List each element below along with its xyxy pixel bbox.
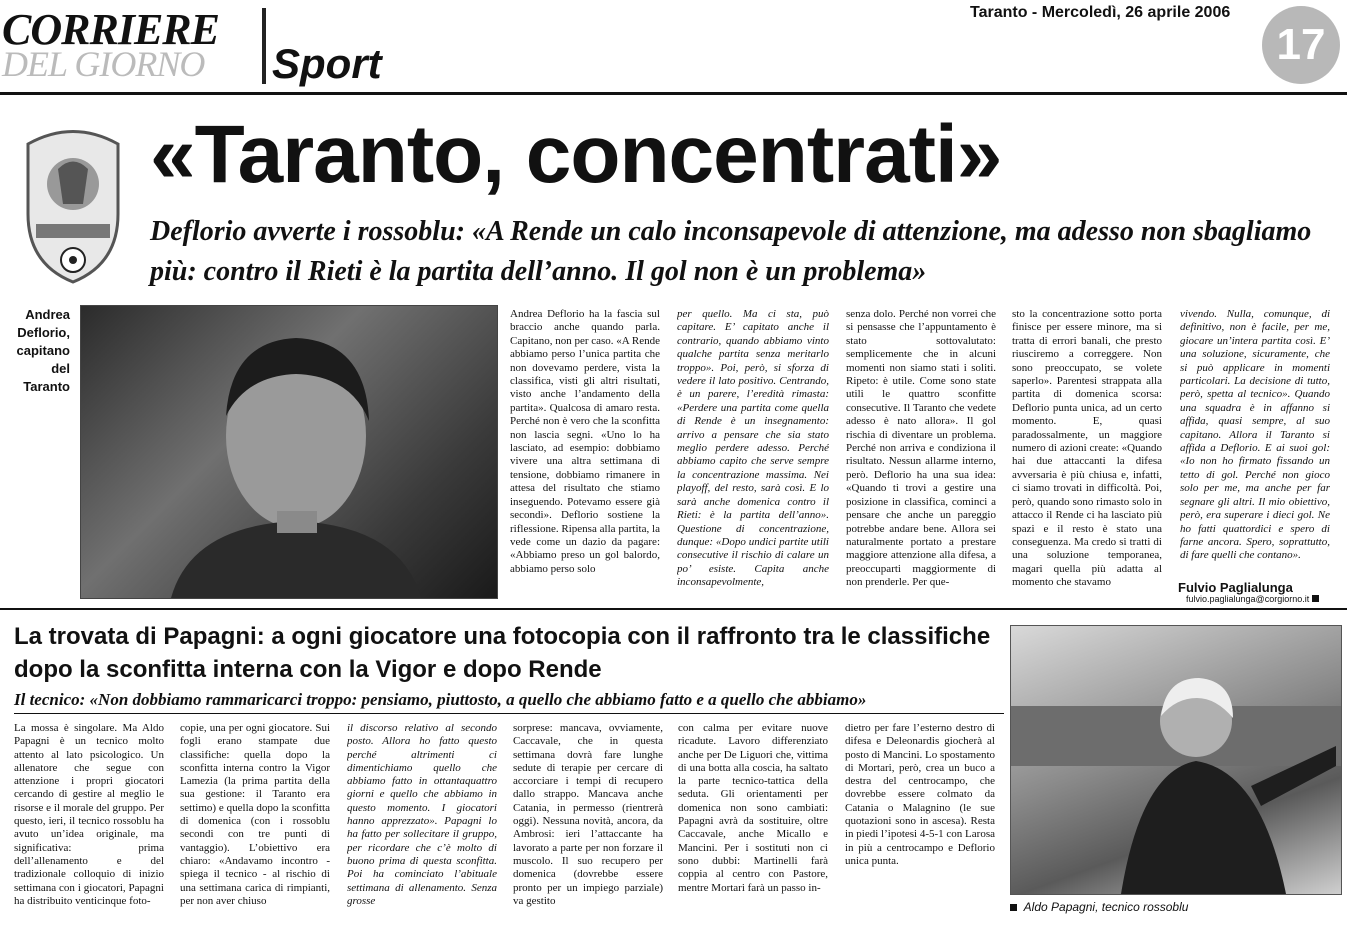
team-logo: [18, 124, 128, 284]
article2-column-1: La mossa è singolare. Ma Aldo Papagni è un tecnico molto attento al lato psicologico. Un allenatore che segue con attenzione i propri giocatori cercando di gestire al meglio le risorse e il morale del gruppo. Per questo, ieri, il tecnico rossoblu ha avuto un’idea originale, ma significativa: prima dell’allenamento e del tradizionale colloquio di inizio settimana con i giocatori, Papagni ha distribuito venticinque foto-: [14, 722, 164, 907]
masthead-divider: [262, 8, 266, 84]
masthead-title: CORRIERE: [2, 5, 219, 54]
article-column-3: senza dolo. Perché non vorrei che si pensasse che l’appuntamento è stato sottovalutato: semplicemente che in alcuni momenti non siamo stati i soliti. Ripeto: è utile. Come sono state utili le quattro sconfitte consecutive. Il Taranto che vedete adesso è nato allora». Il gol rischia di diventare un problema. Perché non arriva e condiziona il risultato. Nessun allarme interno, però. Deflorio ha una sua idea: «Quando ti trovi a gestire una posizione in classifica, cominci a pensare che anche un pareggio potrebbe andare bene. Allora sei naturalmente portato a prestare maggiore attenzione alla difesa, a preoccuparti maggiormente di non prenderle. Per que-: [846, 308, 996, 589]
article-headline: «Taranto, concentrati»: [150, 109, 1002, 200]
caption-marker-icon: [1010, 904, 1017, 911]
article2-column-5: con calma per evitare nuove ricadute. Lavoro differenziato anche per De Liguori che, vittima di una botta alla coscia, ha saltato la parte tecnico-tattica della seduta. Gli orientamenti per domenica non sono cambiati: Papagni avrà da sostituire, oltre Caccavale, anche Micallo e Mancini. Per i sostituti non ci sono dubbi: Martinelli farà coppia al centro con Pastore, mentre Mortari farà un passo in-: [678, 722, 828, 894]
article-column-2: per quello. Ma ci sta, può capitare. E’ capitato anche il contrario, quando abbiamo vinto qualche partita senza meritarlo troppo». Poi, però, si sforza di vedere il lato positivo. Centrando, è un parere, l’eredità rimasta: «Perdere una partita come quella di Rende è un insegnamento: arrivo a pensare che sia stato meglio perdere adesso. Perché abbiamo capito che serve sempre la concentrazione massima. Nei playoff, del resto, sarà così. E lo sarà anche domenica contro il Rieti: è la partita dell’anno». Questione di concentrazione, dunque: «Dopo undici partite utili consecutive il rischio di calare un po’ esiste. Capita anche inconsapevolmente,: [677, 308, 829, 589]
subhead-rule: [14, 713, 1004, 714]
photo-caption: Andrea Deflorio, capitano del Taranto: [16, 307, 70, 394]
article2-column-3: il discorso relativo al secondo posto. Allora ho fatto questo perché altrimenti ci dimentichiamo quello che abbiamo fatto in ottantaquattro giorni e quello che abbiamo in questo momento. I giocatori hanno apprezzato». Papagni lo ha fatto per sollecitare il gruppo, per ricordare che c’è molto di buono prima di questa sconfitta. Poi ha cominciato l’abituale settimana di allenamento. Senza grosse: [347, 722, 497, 907]
author-name: Fulvio Paglialunga: [1178, 580, 1293, 595]
dateline: Taranto - Mercoledì, 26 aprile 2006: [970, 4, 1231, 21]
coach-photo: [1010, 625, 1342, 895]
end-mark-icon: [1312, 595, 1319, 602]
article2-column-4: sorprese: mancava, ovviamente, Caccavale, che in questa settimana dovrà fare lunghe sedute di terapie per cercare di accorciare i tempi di recupero dallo strappo. Mancava anche Catania, in permesso (rientrerà oggi). Nessuna novità, ancora, da Ambrosi: ieri l’attaccante ha lavorato a parte per non forzare il muscolo. Il suo recupero per domenica (dovrebbe essere pronto per un impiego parziale) va gestito: [513, 722, 663, 907]
player-photo: [80, 305, 498, 599]
author-email: fulvio.paglialunga@corgiorno.it: [1186, 594, 1319, 604]
header-rule: [0, 92, 1347, 95]
article2-headline: La trovata di Papagni: a ogni giocatore una fotocopia con il raffronto tra le classifiche dopo la sconfitta interna con la Vigor e dopo Rende: [14, 623, 991, 683]
article-column-1: Andrea Deflorio ha la fascia sul braccio anche quando parla. Capitano, non per caso. «A Rende abbiamo perso l’unica partita che non dovevamo perdere, vista la classifica, visti gli altri risultati, visto anche l’andamento della partita». Qualcosa di amaro resta. Perché non è vero che la sconfitta non lascia segni. «Uno lo ha lasciato, ad esempio: dobbiamo vivere una altra settimana di tensione, dobbiamo rimanere in attesa del risultato che stiamo inseguendo. Potevamo essere già secondi». Deflorio sostiene la riflessione. Ripensa alla partita, la vede come un dazio da pagare: «Abbiamo preso un gol balordo, abbiamo perso solo: [510, 308, 660, 575]
article2-column-6: dietro per fare l’esterno destro di difesa e Deleonardis giocherà al posto di Mancini. Lo spostamento di Mortari, però, crea un buco a destra del centrocampo, che dovrebbe essere colmato da Catania o Malagnino (le sue quotazioni sono in ascesa). Resta in piedi l’ipotesi 4-5-1 con Larosa in più a centrocampo e Deflorio unica punta.: [845, 722, 995, 867]
article2-subhead: Il tecnico: «Non dobbiamo rammaricarci troppo: pensiamo, piuttosto, a quello che abbiamo fatto e a quello che abbiamo»: [14, 690, 867, 709]
masthead-subtitle: DEL GIORNO: [2, 44, 205, 84]
article2-column-2: copie, una per ogni giocatore. Sui fogli erano stampate due classifiche: quella dopo la sconfitta interna contro la Vigor Lamezia (la prima partita della sua gestione: il Taranto era settimo) e quella dopo la sconfitta di domenica (con i rossoblu secondi con tre punti di vantaggio). L’obiettivo era chiaro: «Andavamo incontro - spiega il tecnico - al rischio di una settimana carica di rimpianti, per non aver chiuso: [180, 722, 330, 907]
coach-photo-caption: Aldo Papagni, tecnico rossoblu: [1010, 900, 1188, 914]
article-column-5: vivendo. Nulla, comunque, di definitivo, non è facile, per me, giocare un’intera partita così. E’ una soluzione, sicuramente, che si può applicare in momenti particolari. La decisione di tutto, però, spetta al tecnico». Quando una squadra è in affanno si affida, quasi sempre, al suo capitano. Allora il Taranto si affida a Deflorio. E ai suoi gol: «Io non ho firmato fissando un tetto di gol. Perché non gioco solo per me, ma anche per far segnare gli altri. Il mio obiettivo, però, era superare i dieci gol. Ne ho fatti quattordici e spero di farne ancora. Spero, soprattutto, di fare quelli che contano».: [1180, 308, 1330, 562]
article-column-4: sto la concentrazione sotto porta finisce per essere minore, ma si tratta di errori banali, che presto riusciremo a correggere. Non sono preoccupato, se volete saperlo». Parentesi strappata alla partita di domenica scorsa: Deflorio punta unica, ad un certo momento. E, quasi paradossalmente, un maggiore numero di azioni create: «Quando hai due attaccanti la difesa avversaria è più chiusa e, infatti, ci siamo trovati in difficoltà. Poi, però, quando sono rimasto solo in attacco il Rende ci ha lasciato più spazi e il resto è stato una conseguenza. Ma credo si tratti di una soluzione temporanea, magari quella più adatta al momento che stavamo: [1012, 308, 1162, 589]
section-title: Sport: [272, 40, 382, 87]
page-number: 17: [1262, 6, 1340, 84]
article-subhead: Deflorio avverte i rossoblu: «A Rende un calo inconsapevole di attenzione, ma adesso non sbagliamo più: contro il Rieti è la partita dell’anno. Il gol non è un problema»: [150, 216, 1312, 287]
article-divider: [0, 608, 1347, 610]
